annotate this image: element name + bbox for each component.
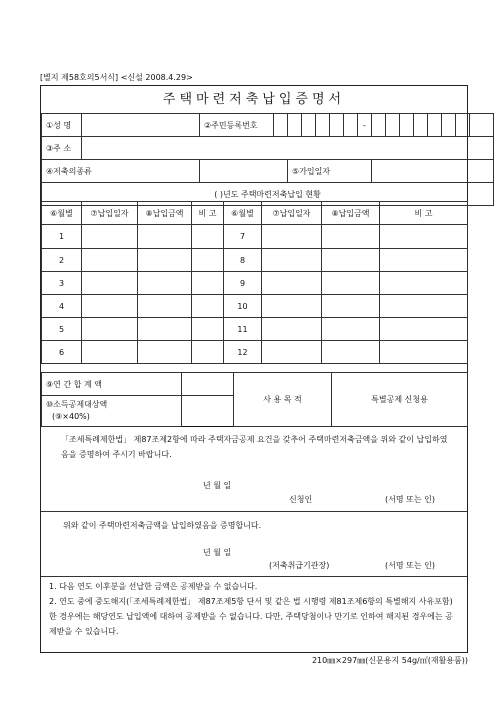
remarks-cell[interactable]: [192, 295, 224, 318]
month-cell: 11: [224, 318, 262, 341]
col-remarks: 비 고: [380, 202, 468, 225]
pay-date-cell[interactable]: [82, 295, 138, 318]
pay-date-cell[interactable]: [82, 225, 138, 249]
id-digit[interactable]: [316, 114, 330, 137]
totals-table: [41, 372, 468, 427]
amount-cell[interactable]: [138, 249, 192, 272]
amount-cell[interactable]: [322, 341, 380, 364]
col-amount: ⑧납입금액: [322, 202, 380, 225]
amount-cell[interactable]: [322, 318, 380, 341]
application-date: 년 월 일: [203, 481, 232, 490]
purpose-label: 사 용 목 적: [234, 373, 332, 427]
pay-date-cell[interactable]: [262, 341, 322, 364]
join-date-label: ⑤가입일자: [288, 160, 372, 183]
month-cell: 3: [42, 272, 82, 295]
col-month: ⑥월별: [42, 202, 82, 225]
id-digit[interactable]: [456, 114, 470, 137]
amount-cell[interactable]: [322, 225, 380, 249]
id-digit[interactable]: [302, 114, 316, 137]
remarks-cell[interactable]: [380, 341, 468, 364]
col-pay-date: ⑦납입일자: [262, 202, 322, 225]
id-digit[interactable]: [414, 114, 428, 137]
purpose-value: 특별공제 신청용: [332, 373, 468, 427]
note-1: 1. 다음 연도 이후분을 선납한 금액은 공제받을 수 없습니다.: [49, 582, 258, 591]
remarks-cell[interactable]: [192, 318, 224, 341]
application-text: 「조세특례제한법」 제87조제2항에 따라 주택자금공제 요건을 갖추어 주택마련저축금액을 위와 같이 납입하였음을 증명하여 주시기 바랍니다.: [61, 435, 448, 459]
remarks-cell[interactable]: [380, 272, 468, 295]
pay-date-cell[interactable]: [262, 295, 322, 318]
pay-date-cell[interactable]: [262, 225, 322, 249]
form-header: [별지 제58호의5서식] <신설 2008.4.29>: [40, 73, 193, 82]
month-cell: 8: [224, 249, 262, 272]
remarks-cell[interactable]: [380, 249, 468, 272]
month-cell: 6: [42, 341, 82, 364]
name-label: ①성 명: [42, 114, 82, 137]
remarks-cell[interactable]: [380, 225, 468, 249]
month-cell: 9: [224, 272, 262, 295]
pay-date-cell[interactable]: [82, 249, 138, 272]
amount-cell[interactable]: [138, 272, 192, 295]
col-month: ⑥월별: [224, 202, 262, 225]
month-cell: 5: [42, 318, 82, 341]
address-label: ③주 소: [42, 137, 82, 160]
id-digit[interactable]: [330, 114, 344, 137]
certificate-form: [40, 85, 468, 653]
remarks-cell[interactable]: [192, 249, 224, 272]
deduction-label-line1: ⑩소득공제대상액: [46, 400, 108, 409]
amount-cell[interactable]: [322, 295, 380, 318]
remarks-cell[interactable]: [192, 272, 224, 295]
col-remarks: 비 고: [192, 202, 224, 225]
month-cell: 4: [42, 295, 82, 318]
col-amount: ⑧납입금액: [138, 202, 192, 225]
deduction-value[interactable]: [182, 396, 234, 427]
id-digit[interactable]: [470, 114, 494, 137]
amount-cell[interactable]: [322, 249, 380, 272]
deduction-label-line2: (⑨×40%): [52, 412, 90, 421]
amount-cell[interactable]: [138, 341, 192, 364]
id-digit[interactable]: [372, 114, 386, 137]
certify-date: 년 월 일: [203, 548, 232, 557]
id-digit[interactable]: [428, 114, 442, 137]
amount-cell[interactable]: [322, 272, 380, 295]
remarks-cell[interactable]: [192, 341, 224, 364]
pay-date-cell[interactable]: [262, 318, 322, 341]
pay-date-cell[interactable]: [262, 272, 322, 295]
remarks-cell[interactable]: [192, 225, 224, 249]
id-dash: -: [358, 114, 372, 137]
month-cell: 1: [42, 225, 82, 249]
status-title: ( )년도 주택마련저축납입 현황: [42, 183, 494, 206]
month-cell: 2: [42, 249, 82, 272]
savings-type-value[interactable]: [200, 160, 288, 183]
paper-spec: 210㎜×297㎜(신문용지 54g/㎡(재활용품)): [311, 656, 468, 665]
id-digit[interactable]: [400, 114, 414, 137]
id-digit[interactable]: [442, 114, 456, 137]
divider: [41, 511, 467, 512]
month-cell: 7: [224, 225, 262, 249]
id-digit[interactable]: [344, 114, 358, 137]
pay-date-cell[interactable]: [82, 272, 138, 295]
id-digit[interactable]: [274, 114, 288, 137]
name-value[interactable]: [82, 114, 200, 137]
id-number-label: ②주민등록번호: [200, 114, 274, 137]
annual-total-value[interactable]: [182, 373, 234, 396]
remarks-cell[interactable]: [380, 318, 468, 341]
id-digit[interactable]: [288, 114, 302, 137]
amount-cell[interactable]: [138, 225, 192, 249]
join-date-value[interactable]: [372, 160, 494, 183]
amount-cell[interactable]: [138, 295, 192, 318]
pay-date-cell[interactable]: [82, 318, 138, 341]
annual-total-label: ⑨연 간 합 계 액: [42, 373, 182, 396]
pay-date-cell[interactable]: [262, 249, 322, 272]
month-cell: 10: [224, 295, 262, 318]
form-title: 주택마련저축납입증명서: [41, 86, 467, 114]
note-2: 2. 연도 중에 중도해지(「조세특례제한법」 제87조제5항 단서 및 같은 법 시행령 제81조제6항의 특별해지 사유포함)한 경우에는 해당연도 납입액에 대하여 공제받을 수 없습니다. 다만, 주택당첨이나 만기로 인하여 해지된 경우에는 공제받을 수 있습니다.: [49, 597, 453, 636]
col-pay-date: ⑦납입일자: [82, 202, 138, 225]
divider: [41, 576, 467, 577]
institution-sign-note: (서명 또는 인): [385, 561, 435, 570]
institution-label: (저축취급기관장): [269, 561, 330, 570]
certify-text: 위와 같이 주택마련저축금액을 납입하였음을 증명합니다.: [63, 521, 262, 530]
applicant-label: 신청인: [289, 495, 313, 504]
id-digit[interactable]: [386, 114, 400, 137]
monthly-payment-table: [41, 201, 468, 364]
applicant-sign-note: (서명 또는 인): [385, 495, 435, 504]
address-value[interactable]: [82, 137, 494, 160]
personal-info-table: [41, 113, 494, 206]
month-cell: 12: [224, 341, 262, 364]
amount-cell[interactable]: [138, 318, 192, 341]
savings-type-label: ④저축의종류: [42, 160, 200, 183]
remarks-cell[interactable]: [380, 295, 468, 318]
pay-date-cell[interactable]: [82, 341, 138, 364]
deduction-label: [42, 396, 182, 427]
